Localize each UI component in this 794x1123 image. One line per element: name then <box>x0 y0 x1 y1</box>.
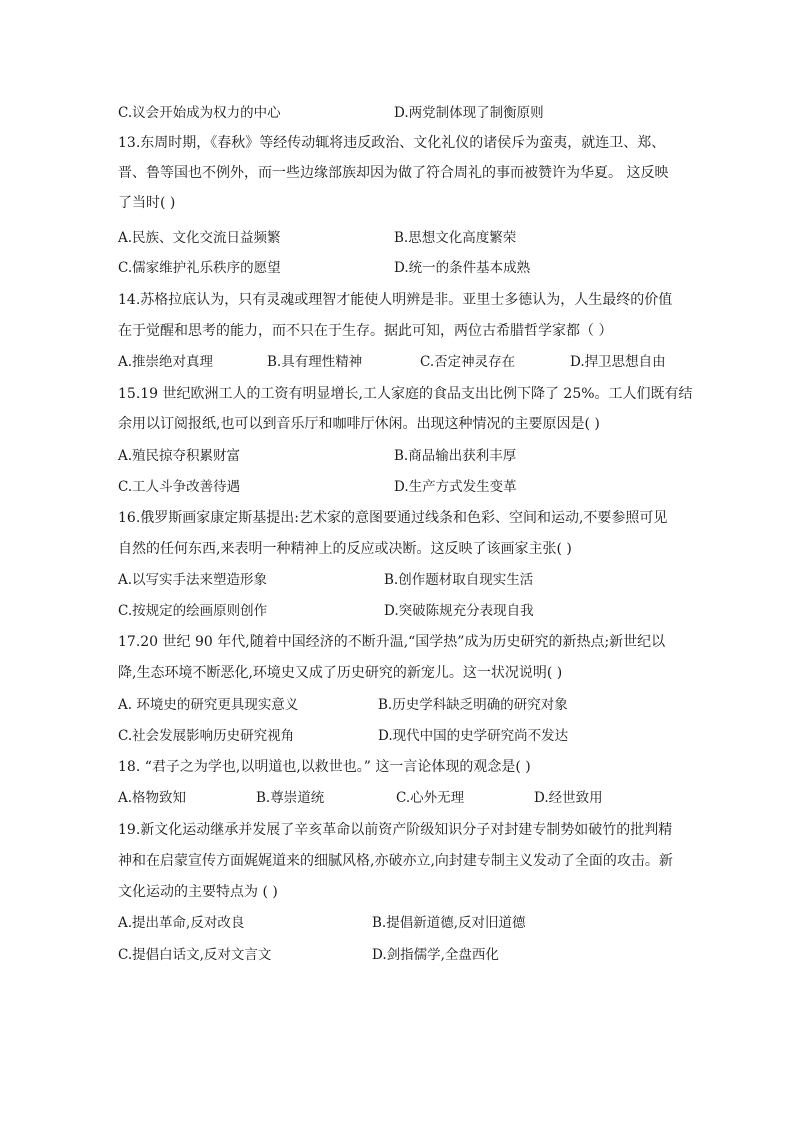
question-18-options <box>118 788 678 808</box>
question-16-stem-line: 16.俄罗斯画家康定斯基提出:艺术家的意图要通过线条和色彩、空间和运动,不要参照可见 <box>118 510 668 526</box>
question-14-stem-line: 14.苏格拉底认为，只有灵魂或理智才能使人明辨是非。亚里士多德认为，人生最终的价值 <box>118 292 673 308</box>
question-19-stem-line: 文化运动的主要特点为 ( ) <box>118 884 278 900</box>
option-b: B.提倡新道德,反对旧道德 <box>372 915 526 931</box>
option-b: B.历史学科缺乏明确的研究对象 <box>378 697 568 713</box>
question-13-stem-line: 13.东周时期，《春秋》等经传动辄将违反政治、文化礼仪的诸侯斥为蛮夷，就连卫、郑、 <box>118 135 666 151</box>
question-13-options <box>118 228 678 248</box>
question-13-options <box>118 258 678 278</box>
question-15-stem-line: 15.19 世纪欧洲工人的工资有明显增长,工人家庭的食品支出比例下降了 25%。工人们既有结 <box>118 386 693 402</box>
option-b: B.思想文化高度繁荣 <box>394 230 517 246</box>
option-d: D.生产方式发生变革 <box>394 479 517 495</box>
question-19-stem-line: 19.新文化运动继承并发展了辛亥革命以前资产阶级知识分子对封建专制势如破竹的批判精 <box>118 822 673 838</box>
option-c: C.儒家维护礼乐秩序的愿望 <box>118 260 281 276</box>
option-d: D.统一的条件基本成熟 <box>394 260 531 276</box>
question-15-stem-line: 余用以订阅报纸,也可以到音乐厅和咖啡厅休闲。出现这种情况的主要原因是( ) <box>118 416 600 432</box>
option-d: D.剑指儒学,全盘西化 <box>372 947 499 963</box>
option-a: A.殖民掠夺积累财富 <box>118 448 241 464</box>
question-14-stem-line: 在于觉醒和思考的能力，而不只在于生存。据此可知，两位古希腊哲学家都（ ） <box>118 323 613 339</box>
question-16-options <box>118 570 678 590</box>
question-17-stem-line: 17.20 世纪 90 年代,随着中国经济的不断升温,“国学热”成为历史研究的新热点;新世纪以 <box>118 634 666 650</box>
question-16-stem-line: 自然的任何东西,来表明一种精神上的反应或决断。这反映了该画家主张( ) <box>118 541 572 557</box>
question-19-stem-line: 神和在启蒙宣传方面娓娓道来的细腻风格,亦破亦立,向封建专制主义发动了全面的攻击。新 <box>118 853 673 869</box>
option-c: C.心外无理 <box>396 790 465 806</box>
question-18-stem-line: 18. “君子之为学也,以明道也,以救世也。” 这一言论体现的观念是( ) <box>118 759 531 775</box>
question-17-stem-line: 降,生态环境不断恶化,环境史又成了历史研究的新宠儿。这一状况说明( ) <box>118 665 563 681</box>
question-15-options <box>118 446 678 466</box>
option-a: A.推崇绝对真理 <box>118 354 214 370</box>
option-a: A.以写实手法来塑造形象 <box>118 572 268 588</box>
option-c: C.否定神灵存在 <box>420 354 516 370</box>
question-19-options <box>118 913 678 933</box>
option-c: C.按规定的绘画原则创作 <box>118 603 268 619</box>
option-b: B.具有理性精神 <box>267 354 363 370</box>
option-a: A.民族、文化交流日益频繁 <box>118 230 281 246</box>
question-13-stem-line: 了当时( ) <box>118 195 176 211</box>
option-d: D.突破陈规充分表现自我 <box>384 603 534 619</box>
question-17-options <box>118 726 678 746</box>
option-b: B.创作题材取自现实生活 <box>384 572 534 588</box>
option-d: D.现代中国的史学研究尚不发达 <box>378 728 569 744</box>
option-c: C.社会发展影响历史研究视角 <box>118 728 295 744</box>
question-16-options <box>118 601 678 621</box>
option-d: D.两党制体现了制衡原则 <box>394 105 544 121</box>
question-17-options <box>118 695 678 715</box>
option-b: B.尊崇道统 <box>256 790 325 806</box>
question-14-options <box>118 352 678 372</box>
option-a: A.提出革命,反对改良 <box>118 915 245 931</box>
question-15-options <box>118 477 678 497</box>
option-c: C.提倡白话文,反对文言文 <box>118 947 272 963</box>
option-c: C.工人斗争改善待遇 <box>118 479 241 495</box>
option-b: B.商品输出获利丰厚 <box>394 448 517 464</box>
question-13-stem-line: 晋、鲁等国也不例外，而一些边缘部族却因为做了符合周礼的事而被赞许为华夏。 这反映 <box>118 165 669 181</box>
option-d: D.捍卫思想自由 <box>570 354 666 370</box>
option-a: A. 环境史的研究更具现实意义 <box>118 697 299 713</box>
question-options <box>118 103 678 123</box>
option-a: A.格物致知 <box>118 790 187 806</box>
option-c: C.议会开始成为权力的中心 <box>118 105 281 121</box>
question-19-options <box>118 945 678 965</box>
option-d: D.经世致用 <box>534 790 603 806</box>
